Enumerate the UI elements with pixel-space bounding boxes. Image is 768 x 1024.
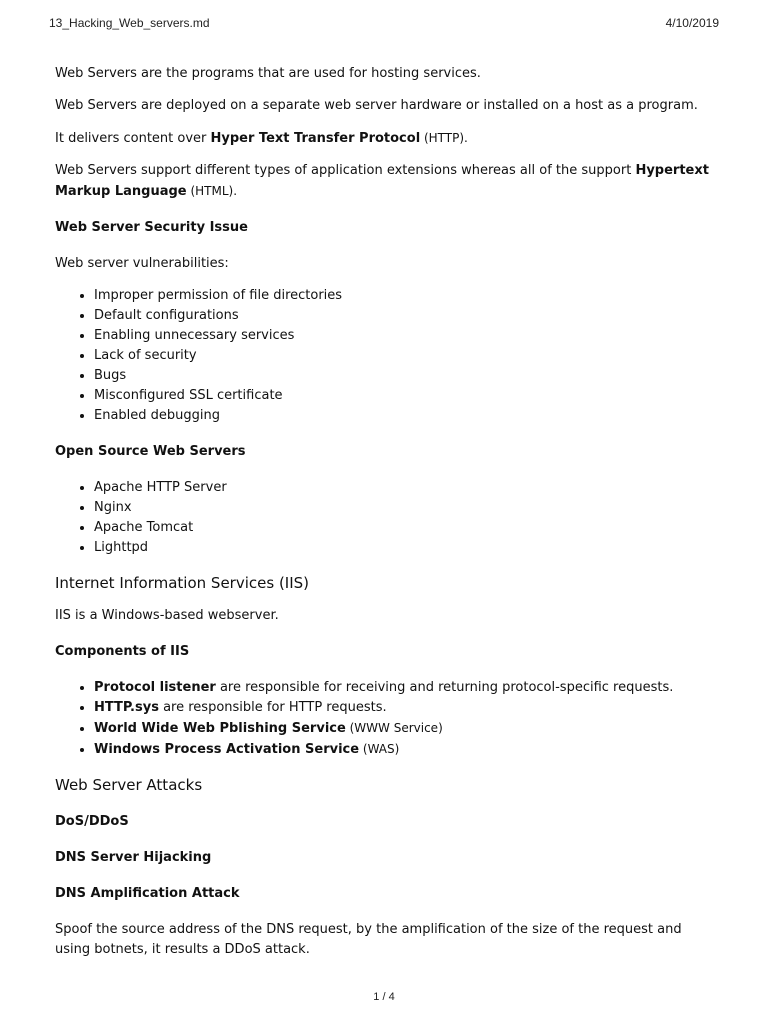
security-intro: Web server vulnerabilities: [55,256,229,271]
list-item: • Nginx [94,498,715,518]
list-item: • Apache Tomcat [94,518,715,538]
document-body [55,64,715,972]
component-desc: are responsible for HTTP requests. [158,700,387,715]
dns-amp-description: Spoof the source address of the DNS request, by the amplification of the size of the request and using botnets, it results a DDoS attack. [55,922,682,957]
open-source-list [55,478,715,558]
list-item: • Enabled debugging [94,406,715,426]
intro-paragraph-3 [55,128,715,149]
intro-paragraph-2: Web Servers are deployed on a separate web server hardware or installed on a host as a program. [55,98,698,113]
attacks-heading: Web Server Attacks [55,776,203,794]
list-item: • Lack of security [94,346,715,366]
p4-bold-term: Hypertext Markup Language [55,163,709,199]
component-name: HTTP.sys [94,700,159,715]
list-item: • Default configurations [94,306,715,326]
header-date: 4/10/2019 [665,16,719,30]
iis-components-list [55,678,715,760]
component-name: World Wide Web Pblishing Service [94,721,346,736]
p4-text-pre: Web Servers support different types of application extensions whereas all of the support [55,163,636,178]
component-desc: are responsible for receiving and returning protocol-specific requests. [215,680,674,695]
dos-heading: DoS/DDoS [55,814,129,829]
p3-text-pre: It delivers content over [55,131,211,146]
dns-amp-heading: DNS Amplification Attack [55,886,240,901]
iis-heading: Internet Information Services (IIS) [55,574,310,592]
header-filename: 13_Hacking_Web_servers.md [49,16,210,30]
dns-hijack-heading: DNS Server Hijacking [55,850,212,865]
list-item [94,739,715,760]
page-number: 1 / 4 [373,991,395,1003]
component-desc: (WWW Service) [345,721,443,735]
list-item: • Improper permission of file directories [94,286,715,306]
intro-paragraph-1: Web Servers are the programs that are used for hosting services. [55,66,481,81]
p4-text-post: (HTML). [186,184,238,198]
component-name: Windows Process Activation Service [94,742,360,757]
intro-paragraph-4 [55,161,715,202]
iis-components-heading: Components of IIS [55,644,190,659]
security-list [55,286,715,426]
list-item: • Enabling unnecessary services [94,326,715,346]
p3-bold-term: Hyper Text Transfer Protocol [210,131,421,146]
p3-text-post: (HTTP). [420,131,468,145]
component-name: Protocol listener [94,680,216,695]
list-item: • Apache HTTP Server [94,478,715,498]
security-heading: Web Server Security Issue [55,220,248,235]
component-desc: (WAS) [359,742,400,756]
list-item: • Lighttpd [94,538,715,558]
open-source-heading: Open Source Web Servers [55,444,246,459]
iis-description: IIS is a Windows-based webserver. [55,608,279,623]
list-item [94,678,715,698]
list-item: • Bugs [94,366,715,386]
list-item [94,718,715,739]
list-item [94,698,715,718]
list-item: • Misconfigured SSL certificate [94,386,715,406]
